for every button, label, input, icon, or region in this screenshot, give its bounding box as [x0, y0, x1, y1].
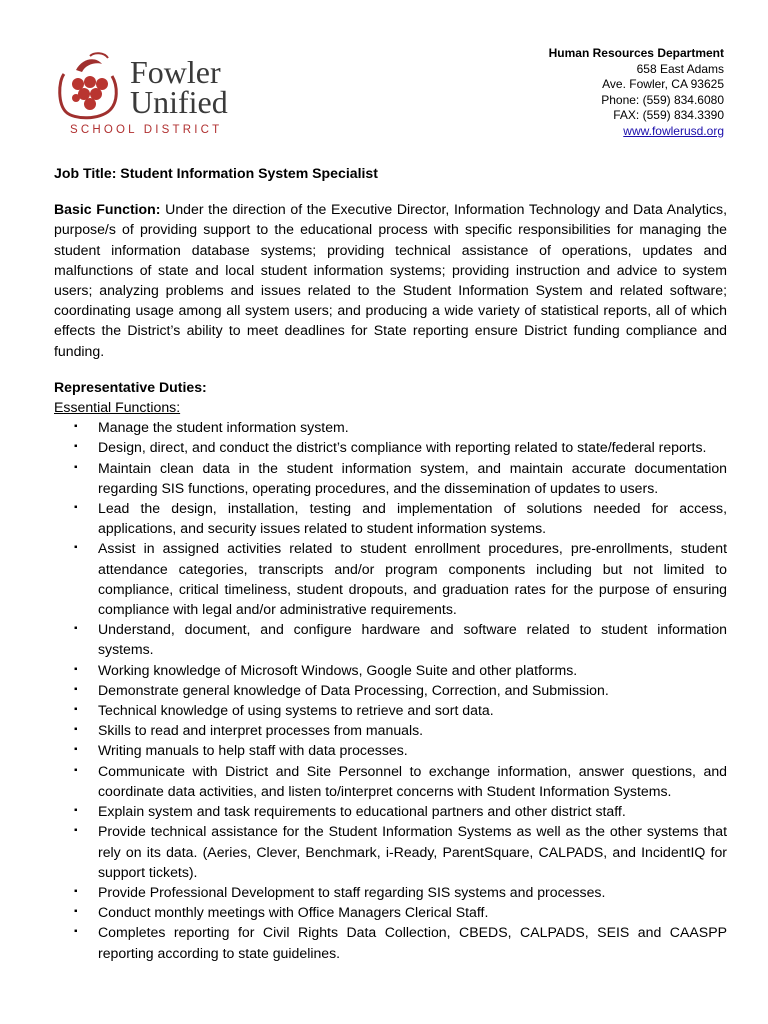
list-item: ▪ Manage the student information system.: [54, 417, 727, 437]
basic-function-text: Under the direction of the Executive Director, Information Technology and Data Analytics, purpose/s of providing support to the educational process with specific responsibilities for managing the student information database systems; providing technical assistance of operations, updates and malfunctions of state and local student information systems; providing instruction and advice to system users; analyzing problems and issues related to the Student Information System and related software; coordinating usage among all system users; and producing a wide variety of statistical reports, all of which effects the District’s ability to meet deadlines for State reporting ensure District funding compliance and funding.: [54, 201, 727, 359]
list-item: ▪ Understand, document, and configure hardware and software related to student information systems.: [74, 621, 727, 658]
bullet-icon: ▪: [74, 704, 78, 716]
list-item: ▪ Working knowledge of Microsoft Windows, Google Suite and other platforms.: [54, 660, 727, 680]
list-item: ▪ Provide technical assistance for the Student Information Systems as well as the other systems that rely on its data. (Aeries, Clever, Benchmark, i-Ready, ParentSquare, CALPADS, and IncidentIQ for support tickets).: [74, 823, 727, 880]
list-item: ▪ Lead the design, installation, testing and implementation of solutions needed for access, applications, and security issues related to student information systems.: [74, 500, 727, 537]
basic-function-label: Basic Function:: [54, 201, 161, 218]
list-item: ▪ Provide Professional Development to staff regarding SIS systems and processes.: [54, 882, 727, 902]
bullet-icon: ▪: [74, 683, 78, 695]
bullet-icon: ▪: [74, 724, 78, 736]
logo-subtitle: SCHOOL DISTRICT: [70, 124, 223, 136]
duties-list: [54, 417, 727, 962]
bullet-icon: ▪: [74, 623, 78, 635]
basic-function-paragraph: [54, 199, 727, 361]
department-name: Human Resources Department: [548, 46, 724, 60]
fax-number: FAX: (559) 834.3390: [613, 108, 724, 122]
bullet-icon: ▪: [74, 805, 78, 817]
list-item: ▪ Skills to read and interpret processes from manuals.: [54, 720, 727, 740]
bullet-icon: ▪: [74, 502, 78, 514]
logo-name-line1: Fowler: [130, 54, 221, 90]
district-logo: [56, 48, 256, 140]
list-item: ▪ Conduct monthly meetings with Office Managers Clerical Staff.: [54, 902, 727, 922]
bullet-icon: ▪: [74, 441, 78, 453]
bullet-icon: ▪: [74, 542, 78, 554]
list-item: ▪ Communicate with District and Site Personnel to exchange information, answer questions, and coordinate data activities, and listen to/interpret concerns with Student Information Systems.: [74, 762, 727, 799]
bullet-icon: ▪: [74, 825, 78, 837]
list-item: ▪ Explain system and task requirements to educational partners and other district staff.: [54, 801, 727, 821]
list-item: ▪ Demonstrate general knowledge of Data Processing, Correction, and Submission.: [54, 680, 727, 700]
list-item: ▪ Completes reporting for Civil Rights Data Collection, CBEDS, CALPADS, SEIS and CAASPP reporting according to state guidelines.: [74, 924, 727, 961]
website-link[interactable]: www.fowlerusd.org: [623, 123, 724, 138]
bullet-icon: ▪: [74, 906, 78, 918]
list-item: ▪ Design, direct, and conduct the district’s compliance with reporting related to state/federal reports.: [54, 437, 727, 457]
bullet-icon: ▪: [74, 461, 78, 473]
phone-number: Phone: (559) 834.6080: [601, 92, 724, 107]
bullet-icon: ▪: [74, 421, 78, 433]
logo-name-line2: Unified: [130, 84, 228, 120]
hr-address-block: [549, 46, 724, 139]
list-item: ▪ Assist in assigned activities related to student enrollment procedures, pre-enrollments, student attendance categories, transcripts and/or program components including but not limited to compliance, critical timeliness, student dropouts, and graduation rates for the purpose of ensuring compliance with legal and/or administrative requirements.: [74, 540, 727, 618]
city-address: Ave. Fowler, CA 93625: [602, 77, 724, 91]
bullet-icon: ▪: [74, 764, 78, 776]
list-item: ▪ Writing manuals to help staff with data processes.: [54, 740, 727, 760]
bullet-icon: ▪: [74, 663, 78, 675]
bullet-icon: ▪: [74, 926, 78, 938]
grapes-logo-icon: [56, 52, 128, 122]
representative-duties-heading: Representative Duties:: [54, 378, 207, 395]
list-item: ▪ Technical knowledge of using systems to retrieve and sort data.: [54, 700, 727, 720]
list-item: ▪ Maintain clean data in the student information system, and maintain accurate documentation regarding SIS functions, operating procedures, and the dissemination of updates to users.: [74, 459, 727, 496]
bullet-icon: ▪: [74, 885, 78, 897]
document-body: [54, 163, 727, 963]
bullet-icon: ▪: [74, 744, 78, 756]
essential-functions-subheading: Essential Functions:: [54, 399, 181, 416]
street-address: 658 East Adams: [636, 61, 724, 76]
job-title: Job Title: Student Information System Specialist: [54, 165, 378, 181]
